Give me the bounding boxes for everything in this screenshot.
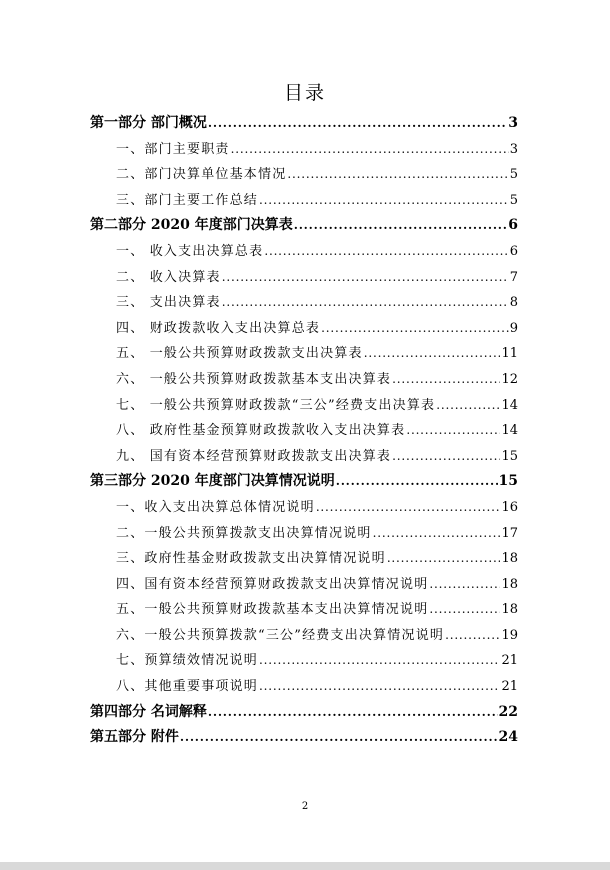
toc-entry-title: 九、 国有资本经营预算财政拨款支出决算表 bbox=[116, 448, 392, 464]
toc-dot-leader bbox=[436, 393, 500, 419]
toc-part-entry[interactable] bbox=[90, 700, 518, 726]
toc-title: 目录 bbox=[283, 82, 326, 104]
toc-entry-title: 八、其他重要事项说明 bbox=[116, 679, 259, 695]
toc-item-entry[interactable] bbox=[90, 521, 518, 547]
toc-item-entry[interactable] bbox=[90, 546, 518, 572]
toc-entry-page: 8 bbox=[509, 295, 518, 311]
toc-dot-leader bbox=[392, 444, 500, 470]
toc-entry-page: 24 bbox=[498, 729, 518, 746]
toc-entry-page: 21 bbox=[501, 679, 518, 695]
toc-dot-leader bbox=[259, 674, 500, 700]
toc-dot-leader bbox=[429, 597, 500, 623]
toc-item-entry[interactable] bbox=[90, 674, 518, 700]
toc-entry-page: 18 bbox=[501, 602, 518, 618]
toc-entry-page: 22 bbox=[498, 703, 518, 720]
toc-item-entry[interactable] bbox=[90, 648, 518, 674]
toc-entry-page: 17 bbox=[501, 525, 518, 541]
toc-dot-leader bbox=[208, 111, 507, 137]
toc-item-entry[interactable] bbox=[90, 137, 518, 163]
toc-entry-title: 三、政府性基金财政拨款支出决算情况说明 bbox=[116, 551, 386, 567]
toc-dot-leader bbox=[316, 495, 501, 521]
toc-entry-page: 7 bbox=[509, 269, 518, 285]
toc-entry-title: 一、部门主要职责 bbox=[116, 141, 230, 157]
toc-part-entry[interactable] bbox=[90, 111, 518, 137]
toc-entry-page: 5 bbox=[509, 192, 518, 208]
toc-entry-page: 18 bbox=[501, 576, 518, 592]
toc-item-entry[interactable] bbox=[90, 418, 518, 444]
toc-dot-leader bbox=[387, 546, 501, 572]
toc-entry-page: 15 bbox=[501, 448, 518, 464]
toc-entry-title: 五、一般公共预算财政拨款基本支出决算情况说明 bbox=[116, 602, 429, 618]
page-number: 2 bbox=[301, 801, 309, 812]
toc-entry-page: 16 bbox=[501, 499, 518, 515]
toc-dot-leader bbox=[294, 213, 508, 239]
toc-dot-leader bbox=[264, 239, 508, 265]
toc-entry-page: 12 bbox=[501, 371, 518, 387]
toc-entry-title: 一、 收入支出决算总表 bbox=[116, 243, 264, 259]
toc-entry-title: 第二部分 2020 年度部门决算表 bbox=[90, 217, 293, 234]
toc-entry-page: 14 bbox=[501, 423, 518, 439]
toc-entry-title: 五、 一般公共预算财政拨款支出决算表 bbox=[116, 346, 363, 362]
toc-item-entry[interactable] bbox=[90, 162, 518, 188]
toc-dot-leader bbox=[364, 341, 501, 367]
toc-dot-leader bbox=[287, 162, 508, 188]
toc-entry-title: 二、部门决算单位基本情况 bbox=[116, 167, 287, 183]
toc-dot-leader bbox=[429, 572, 500, 598]
toc-item-entry[interactable] bbox=[90, 239, 518, 265]
toc-item-entry[interactable] bbox=[90, 495, 518, 521]
toc-entry-title: 三、部门主要工作总结 bbox=[116, 192, 259, 208]
toc-entry-title: 第三部分 2020 年度部门决算情况说明 bbox=[90, 473, 335, 490]
toc-item-entry[interactable] bbox=[90, 597, 518, 623]
toc-entry-title: 六、一般公共预算拨款“三公”经费支出决算情况说明 bbox=[116, 627, 445, 643]
toc-dot-leader bbox=[373, 521, 501, 547]
toc-dot-leader bbox=[222, 265, 509, 291]
toc-dot-leader bbox=[180, 725, 498, 751]
toc-entry-page: 9 bbox=[509, 320, 518, 336]
toc-dot-leader bbox=[259, 648, 500, 674]
toc-dot-leader bbox=[259, 188, 509, 214]
toc-entry-page: 5 bbox=[509, 167, 518, 183]
toc-item-entry[interactable] bbox=[90, 265, 518, 291]
toc-dot-leader bbox=[231, 137, 509, 163]
toc-entry-title: 第四部分 名词解释 bbox=[90, 703, 207, 720]
toc-part-entry[interactable] bbox=[90, 469, 518, 495]
toc-entry-title: 四、 财政拨款收入支出决算总表 bbox=[116, 320, 321, 336]
toc-item-entry[interactable] bbox=[90, 393, 518, 419]
table-of-contents bbox=[90, 111, 518, 751]
toc-entry-title: 七、预算绩效情况说明 bbox=[116, 653, 259, 669]
toc-entry-title: 六、 一般公共预算财政拨款基本支出决算表 bbox=[116, 371, 392, 387]
toc-entry-title: 七、 一般公共预算财政拨款“三公”经费支出决算表 bbox=[116, 397, 436, 413]
toc-entry-page: 3 bbox=[508, 115, 518, 131]
toc-entry-page: 6 bbox=[508, 217, 518, 234]
toc-dot-leader bbox=[208, 700, 498, 726]
toc-entry-page: 19 bbox=[501, 627, 518, 643]
toc-part-entry[interactable] bbox=[90, 725, 518, 751]
toc-entry-page: 11 bbox=[501, 346, 518, 362]
toc-dot-leader bbox=[222, 290, 509, 316]
toc-item-entry[interactable] bbox=[90, 188, 518, 214]
toc-entry-page: 3 bbox=[509, 141, 518, 157]
toc-entry-title: 三、 支出决算表 bbox=[116, 295, 221, 311]
toc-dot-leader bbox=[321, 316, 509, 342]
toc-entry-title: 第五部分 附件 bbox=[90, 729, 179, 746]
toc-item-entry[interactable] bbox=[90, 444, 518, 470]
toc-dot-leader bbox=[336, 469, 498, 495]
toc-entry-title: 二、一般公共预算拨款支出决算情况说明 bbox=[116, 525, 372, 541]
toc-item-entry[interactable] bbox=[90, 572, 518, 598]
toc-entry-title: 四、国有资本经营预算财政拨款支出决算情况说明 bbox=[116, 576, 429, 592]
toc-entry-page: 15 bbox=[498, 473, 518, 490]
toc-entry-title: 二、 收入决算表 bbox=[116, 269, 221, 285]
toc-entry-page: 6 bbox=[509, 243, 518, 259]
toc-entry-page: 21 bbox=[501, 653, 518, 669]
viewer-bottom-bar bbox=[0, 862, 610, 870]
toc-dot-leader bbox=[445, 623, 500, 649]
toc-entry-title: 第一部分 部门概况 bbox=[90, 115, 207, 131]
toc-part-entry[interactable] bbox=[90, 213, 518, 239]
toc-item-entry[interactable] bbox=[90, 623, 518, 649]
toc-entry-page: 14 bbox=[501, 397, 518, 413]
toc-dot-leader bbox=[392, 367, 500, 393]
toc-entry-page: 18 bbox=[501, 551, 518, 567]
toc-item-entry[interactable] bbox=[90, 367, 518, 393]
toc-item-entry[interactable] bbox=[90, 316, 518, 342]
toc-entry-title: 八、 政府性基金预算财政拨款收入支出决算表 bbox=[116, 423, 406, 439]
toc-item-entry[interactable] bbox=[90, 290, 518, 316]
toc-entry-title: 一、收入支出决算总体情况说明 bbox=[116, 499, 315, 515]
toc-item-entry[interactable] bbox=[90, 341, 518, 367]
toc-dot-leader bbox=[406, 418, 500, 444]
